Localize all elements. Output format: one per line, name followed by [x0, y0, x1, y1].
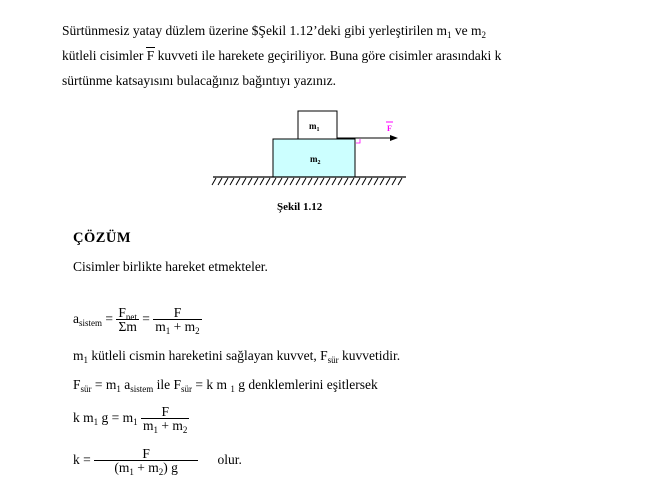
- solution-intro: Cisimler birlikte hareket etmekteler.: [73, 259, 268, 274]
- equation-acceleration: $a_{sistem}$ = $\frac{F_{net}}{\Sigma m}$ = $\frac{F}{m_1 + m_2}$: [73, 305, 200, 336]
- force-arrow-head: [390, 135, 398, 141]
- fraction-k-result: $\frac{F}{(m_1 + m_2) g}$: [94, 447, 198, 475]
- equation-k-result: k = $\frac{F}{(m_1 + m_2) g}$ olur.: [73, 446, 242, 477]
- solution-line-friction-force: $m_1$ kütleli cismin hareketini sağlayan kuvvet, $F_{sür}$ kuvvetidir.: [73, 348, 401, 365]
- fraction-f-over-masses: $\frac{F}{m_1 + m_2}$: [155, 305, 200, 336]
- equation-k-m1-g: k $m_1$ $g = m_1$ $\frac{F}{m_1 + m_2}$: [73, 404, 188, 435]
- question-text: Sürtünmesiz yatay düzlem üzerine $Şekil 1.12’deki gibi yerleştirilen m: [62, 23, 448, 38]
- fraction-f-over-masses-2: $\frac{F}{m_1 + m_2}$: [143, 404, 188, 435]
- m1-label: $m_1$: [309, 121, 320, 133]
- solution-heading: ÇÖZÜM: [73, 230, 132, 246]
- force-vector-symbol: F: [146, 48, 155, 63]
- question-line-2: kütleli cisimler F kuvveti ile harekete geçiriliyor. Buna göre cisimler arasındaki k: [62, 48, 502, 63]
- ground-hatching: [212, 178, 402, 185]
- question-line-1: Sürtünmesiz yatay düzlem üzerine $Şekil 1.12’deki gibi yerleştirilen $m_1$ ve $m_2$: [62, 23, 487, 40]
- friction-marker: [356, 139, 360, 143]
- figure-caption: Şekil 1.12: [277, 201, 323, 213]
- block-m1: [298, 111, 337, 139]
- question-line-3: sürtünme katsayısını bulacağınız bağıntıyı yazınız.: [62, 73, 337, 88]
- fraction-fnet-over-sum-m: $\frac{F_{net}}{\Sigma m}$: [118, 305, 137, 334]
- force-label: F: [387, 124, 392, 133]
- solution-line-equate: $F_{sür} = m_1$ $a_{sistem}$ ile $F_{sür} = k$ m $_1$ g denklemlerini eşitlersek: [73, 377, 378, 394]
- m2-label: $m_2$: [310, 154, 321, 166]
- figure-blocks-diagram: [200, 105, 430, 195]
